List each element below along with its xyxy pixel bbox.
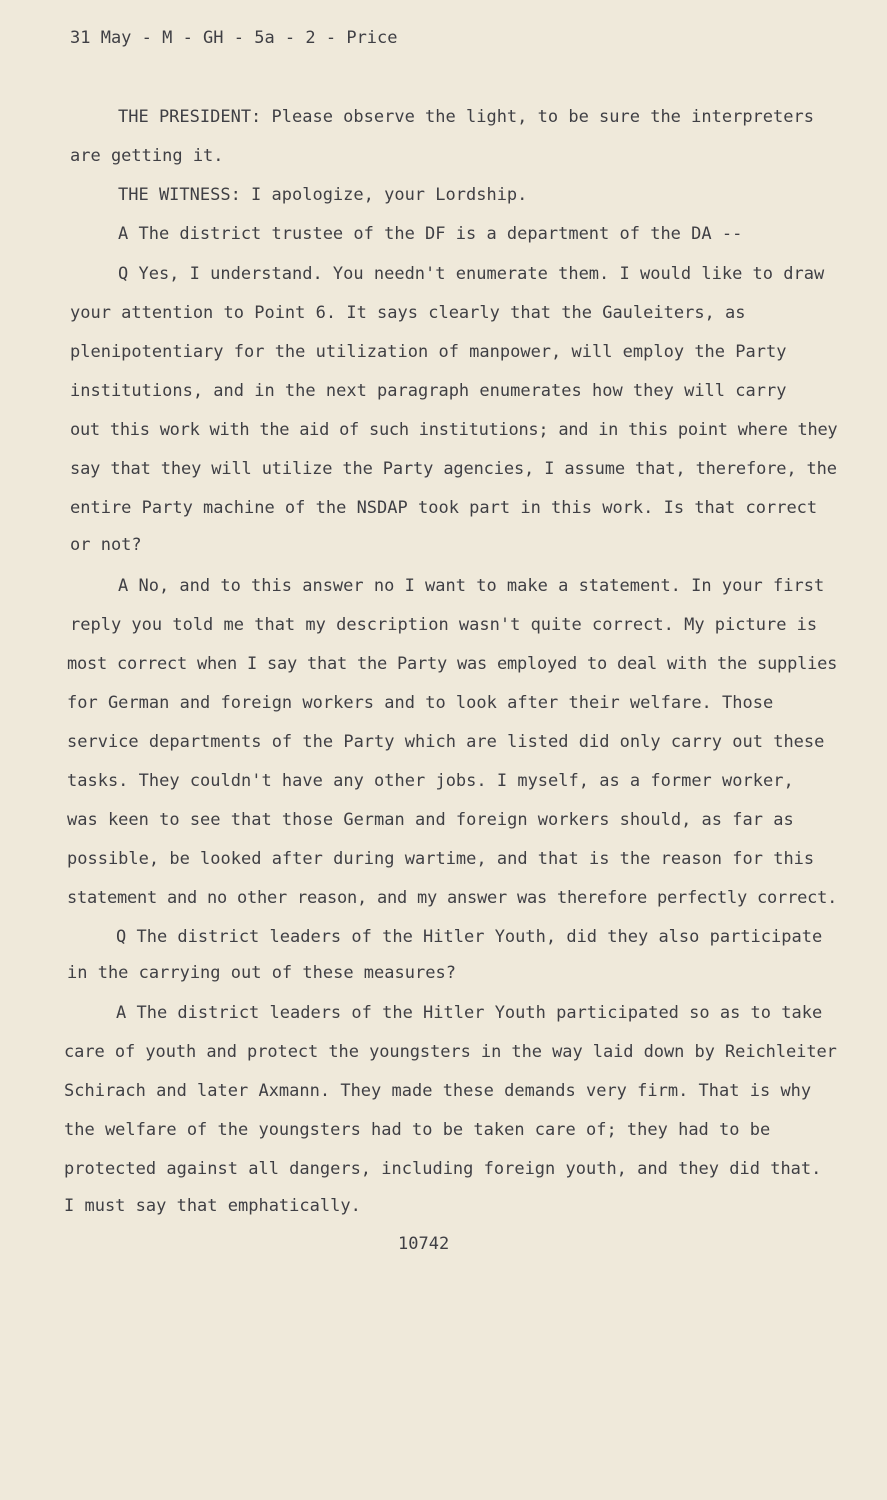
text-line: service departments of the Party which are listed did only carry out these	[67, 732, 825, 752]
text-line: A The district trustee of the DF is a department of the DA --	[118, 224, 743, 244]
text-line: was keen to see that those German and foreign workers should, as far as	[67, 810, 794, 830]
text-line: statement and no other reason, and my answer was therefore perfectly correct.	[67, 888, 838, 908]
text-line: Q Yes, I understand. You needn't enumerate them. I would like to draw	[118, 264, 825, 284]
text-line: A The district leaders of the Hitler Youth participated so as to take	[116, 1003, 823, 1023]
text-line: out this work with the aid of such institutions; and in this point where they	[70, 420, 838, 440]
text-line: Q The district leaders of the Hitler Youth, did they also participate	[116, 927, 823, 947]
page-number: 10742	[398, 1234, 450, 1254]
text-line: institutions, and in the next paragraph enumerates how they will carry	[70, 381, 787, 401]
text-line: or not?	[70, 535, 142, 555]
text-line: most correct when I say that the Party was employed to deal with the supplies	[67, 654, 838, 674]
text-line: are getting it.	[70, 146, 224, 166]
text-line: A No, and to this answer no I want to make a statement. In your first	[118, 576, 825, 596]
text-line: the welfare of the youngsters had to be taken care of; they had to be	[64, 1120, 771, 1140]
text-line: THE WITNESS: I apologize, your Lordship.	[118, 185, 528, 205]
text-line: for German and foreign workers and to look after their welfare. Those	[67, 693, 774, 713]
text-line: entire Party machine of the NSDAP took part in this work. Is that correct	[70, 498, 818, 518]
text-line: Schirach and later Axmann. They made these demands very firm. That is why	[64, 1081, 812, 1101]
text-line: protected against all dangers, including foreign youth, and they did that.	[64, 1159, 822, 1179]
text-line: care of youth and protect the youngsters in the way laid down by Reichleiter	[64, 1042, 837, 1062]
text-line: I must say that emphatically.	[64, 1196, 361, 1216]
text-line: possible, be looked after during wartime, and that is the reason for this	[67, 849, 815, 869]
text-line: THE PRESIDENT: Please observe the light, to be sure the interpreters	[118, 107, 814, 127]
text-line: reply you told me that my description wasn't quite correct. My picture is	[70, 615, 818, 635]
text-line: tasks. They couldn't have any other jobs. I myself, as a former worker,	[67, 771, 794, 791]
text-line: your attention to Point 6. It says clearly that the Gauleiters, as	[70, 303, 746, 323]
text-line: in the carrying out of these measures?	[67, 963, 456, 983]
text-line: say that they will utilize the Party agencies, I assume that, therefore, the	[70, 459, 837, 479]
text-line: plenipotentiary for the utilization of manpower, will employ the Party	[70, 342, 787, 362]
page-header: 31 May - M - GH - 5a - 2 - Price	[70, 28, 398, 48]
